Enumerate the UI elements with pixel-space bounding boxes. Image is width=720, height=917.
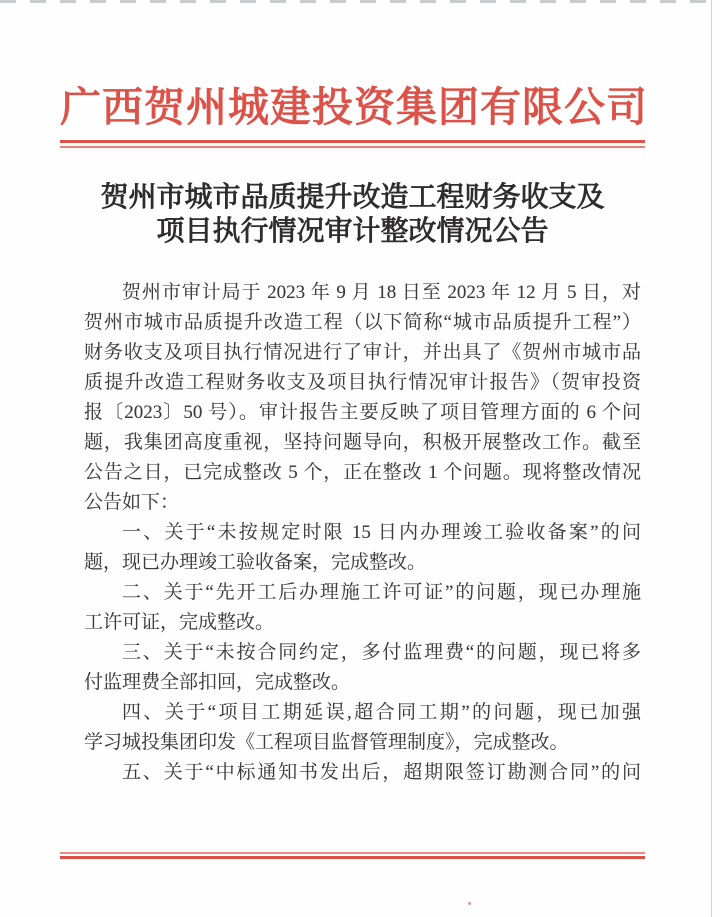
body-line: 二、关于“先开工后办理施工许可证”的问题，现已办理施 [122, 581, 641, 603]
scan-artifact-right-edge [711, 0, 712, 917]
body-line: 报〔2023〕50 号）。审计报告主要反映了项目管理方面的 6 个问 [84, 401, 641, 423]
body-line: 四、关于“项目工期延误,超合同工期”的问题，现已加强 [122, 701, 641, 723]
body-line: 财务收支及项目执行情况进行了审计，并出具了《贺州市城市品 [84, 341, 641, 363]
scan-artifact-speck [468, 902, 471, 905]
body-line: 学习城投集团印发《工程项目监督管理制度》，完成整改。 [84, 731, 569, 753]
body-line: 贺州市城市品质提升改造工程（以下简称“城市品质提升工程”） [84, 311, 641, 333]
body-line: 质提升改造工程财务收支及项目执行情况审计报告》（贺审投资 [84, 371, 641, 393]
body-line: 公告之日，已完成整改 5 个，正在整改 1 个问题。现将整改情况 [84, 461, 641, 483]
body-line: 一、关于“未按规定时限 15 日内办理竣工验收备案”的问 [122, 521, 641, 543]
letterhead-company-name: 广西贺州城建投资集团有限公司 [60, 84, 648, 130]
document-content [60, 0, 648, 788]
body-line: 付监理费全部扣回，完成整改。 [84, 671, 351, 693]
document-body [84, 278, 641, 788]
body-line: 题，现已办理竣工验收备案，完成整改。 [84, 551, 427, 573]
document-title-line-2: 项目执行情况审计整改情况公告 [156, 215, 549, 247]
body-line: 贺州市审计局于 2023 年 9 月 18 日至 2023 年 12 月 5 日，对 [122, 281, 641, 303]
document-title [60, 181, 645, 249]
letterhead-divider-line [60, 140, 645, 148]
divider-thick-bar [60, 856, 645, 859]
divider-thin-bar [60, 146, 645, 148]
body-line: 五、关于“中标通知书发出后，超期限签订勘测合同”的问 [122, 761, 641, 783]
body-line: 题，我集团高度重视，坚持问题导向，积极开展整改工作。截至 [84, 431, 641, 453]
footer-divider-line [60, 852, 645, 859]
body-line: 公告如下： [84, 491, 180, 513]
body-line: 工许可证，完成整改。 [84, 611, 275, 633]
body-line: 三、关于“未按合同约定，多付监理费“的问题，现已将多 [122, 641, 641, 663]
document-title-line-1: 贺州市城市品质提升改造工程财务收支及 [100, 181, 605, 213]
